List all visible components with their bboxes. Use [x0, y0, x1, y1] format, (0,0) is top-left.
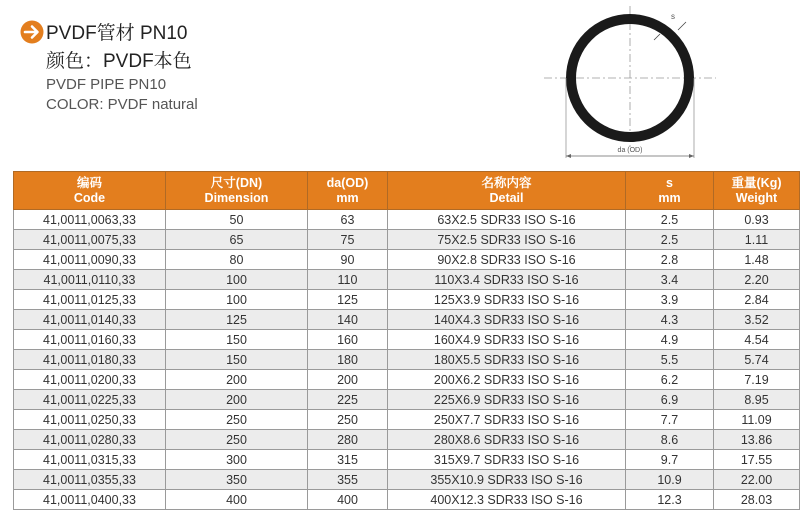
cell-od: 160 — [308, 330, 388, 350]
header-weight: 重量(Kg) Weight — [714, 172, 800, 210]
page-title-zh: PVDF管材 PN10 — [46, 23, 188, 44]
cell-detail: 110X3.4 SDR33 ISO S-16 — [388, 270, 626, 290]
cell-od: 90 — [308, 250, 388, 270]
table-row — [14, 350, 800, 370]
cell-detail: 75X2.5 SDR33 ISO S-16 — [388, 230, 626, 250]
cell-wall-thickness: 8.6 — [626, 430, 714, 450]
table-row — [14, 450, 800, 470]
cell-dimension: 150 — [166, 350, 308, 370]
cell-wall-thickness: 4.9 — [626, 330, 714, 350]
cell-weight: 0.93 — [714, 210, 800, 230]
table-row — [14, 430, 800, 450]
cell-detail: 63X2.5 SDR33 ISO S-16 — [388, 210, 626, 230]
cell-wall-thickness: 2.5 — [626, 210, 714, 230]
header-detail: 名称内容 Detail — [388, 172, 626, 210]
cell-od: 280 — [308, 430, 388, 450]
cell-weight: 3.52 — [714, 310, 800, 330]
cell-wall-thickness: 9.7 — [626, 450, 714, 470]
cell-dimension: 65 — [166, 230, 308, 250]
table-row — [14, 210, 800, 230]
cell-wall-thickness: 3.4 — [626, 270, 714, 290]
cell-dimension: 125 — [166, 310, 308, 330]
cell-od: 200 — [308, 370, 388, 390]
color-label-zh: 颜色：PVDF本色 — [46, 51, 192, 72]
header-code: 编码 Code — [14, 172, 166, 210]
cell-dimension: 150 — [166, 330, 308, 350]
cell-dimension: 80 — [166, 250, 308, 270]
cell-wall-thickness: 6.2 — [626, 370, 714, 390]
cell-weight: 13.86 — [714, 430, 800, 450]
cell-code: 41,0011,0355,33 — [14, 470, 166, 490]
cell-code: 41,0011,0125,33 — [14, 290, 166, 310]
cell-wall-thickness: 10.9 — [626, 470, 714, 490]
cell-od: 180 — [308, 350, 388, 370]
cell-code: 41,0011,0075,33 — [14, 230, 166, 250]
cell-detail: 160X4.9 SDR33 ISO S-16 — [388, 330, 626, 350]
cell-detail: 315X9.7 SDR33 ISO S-16 — [388, 450, 626, 470]
cell-weight: 5.74 — [714, 350, 800, 370]
cell-od: 400 — [308, 490, 388, 510]
cell-weight: 17.55 — [714, 450, 800, 470]
table-row — [14, 490, 800, 510]
cell-code: 41,0011,0110,33 — [14, 270, 166, 290]
cell-dimension: 250 — [166, 410, 308, 430]
cell-detail: 225X6.9 SDR33 ISO S-16 — [388, 390, 626, 410]
cell-code: 41,0011,0140,33 — [14, 310, 166, 330]
cell-od: 125 — [308, 290, 388, 310]
table-row — [14, 410, 800, 430]
cell-weight: 28.03 — [714, 490, 800, 510]
cell-dimension: 200 — [166, 370, 308, 390]
table-row — [14, 290, 800, 310]
pipe-spec-table — [13, 171, 800, 510]
table-row — [14, 310, 800, 330]
cell-code: 41,0011,0180,33 — [14, 350, 166, 370]
cell-weight: 4.54 — [714, 330, 800, 350]
page-title-en: PVDF PIPE PN10 — [46, 76, 167, 93]
table-row — [14, 470, 800, 490]
cell-detail: 180X5.5 SDR33 ISO S-16 — [388, 350, 626, 370]
cell-wall-thickness: 5.5 — [626, 350, 714, 370]
cell-weight: 22.00 — [714, 470, 800, 490]
cell-weight: 2.84 — [714, 290, 800, 310]
cell-wall-thickness: 2.5 — [626, 230, 714, 250]
cell-wall-thickness: 4.3 — [626, 310, 714, 330]
table-row — [14, 230, 800, 250]
cell-weight: 11.09 — [714, 410, 800, 430]
cell-dimension: 350 — [166, 470, 308, 490]
cell-detail: 400X12.3 SDR33 ISO S-16 — [388, 490, 626, 510]
table-row — [14, 270, 800, 290]
cell-od: 75 — [308, 230, 388, 250]
table-header-row — [14, 172, 800, 210]
cell-od: 63 — [308, 210, 388, 230]
cell-dimension: 300 — [166, 450, 308, 470]
cell-code: 41,0011,0160,33 — [14, 330, 166, 350]
cell-weight: 7.19 — [714, 370, 800, 390]
table-row — [14, 390, 800, 410]
da-dimension-line — [566, 154, 694, 158]
cell-code: 41,0011,0063,33 — [14, 210, 166, 230]
cell-od: 355 — [308, 470, 388, 490]
table-body — [14, 210, 800, 510]
cell-weight: 2.20 — [714, 270, 800, 290]
s-label: s — [671, 12, 675, 21]
cell-code: 41,0011,0225,33 — [14, 390, 166, 410]
cell-code: 41,0011,0200,33 — [14, 370, 166, 390]
cell-od: 110 — [308, 270, 388, 290]
cell-wall-thickness: 7.7 — [626, 410, 714, 430]
cell-dimension: 200 — [166, 390, 308, 410]
cell-detail: 125X3.9 SDR33 ISO S-16 — [388, 290, 626, 310]
cell-code: 41,0011,0280,33 — [14, 430, 166, 450]
cell-wall-thickness: 3.9 — [626, 290, 714, 310]
cell-detail: 90X2.8 SDR33 ISO S-16 — [388, 250, 626, 270]
cell-code: 41,0011,0400,33 — [14, 490, 166, 510]
cell-dimension: 100 — [166, 290, 308, 310]
cell-detail: 140X4.3 SDR33 ISO S-16 — [388, 310, 626, 330]
cell-weight: 8.95 — [714, 390, 800, 410]
cell-detail: 250X7.7 SDR33 ISO S-16 — [388, 410, 626, 430]
header-od: da(OD) mm — [308, 172, 388, 210]
cell-dimension: 50 — [166, 210, 308, 230]
cell-weight: 1.48 — [714, 250, 800, 270]
cell-od: 225 — [308, 390, 388, 410]
pipe-cross-section-diagram — [540, 6, 720, 166]
table-row — [14, 250, 800, 270]
cell-dimension: 250 — [166, 430, 308, 450]
cell-code: 41,0011,0090,33 — [14, 250, 166, 270]
header-dimension: 尺寸(DN) Dimension — [166, 172, 308, 210]
cell-wall-thickness: 12.3 — [626, 490, 714, 510]
color-label-en: COLOR: PVDF natural — [46, 96, 198, 113]
cell-detail: 280X8.6 SDR33 ISO S-16 — [388, 430, 626, 450]
cell-od: 140 — [308, 310, 388, 330]
header-wall-thickness: s mm — [626, 172, 714, 210]
cell-detail: 200X6.2 SDR33 ISO S-16 — [388, 370, 626, 390]
table-row — [14, 330, 800, 350]
cell-od: 250 — [308, 410, 388, 430]
cell-wall-thickness: 6.9 — [626, 390, 714, 410]
da-label: da (OD) — [617, 147, 643, 154]
cell-detail: 355X10.9 SDR33 ISO S-16 — [388, 470, 626, 490]
cell-dimension: 400 — [166, 490, 308, 510]
cell-weight: 1.11 — [714, 230, 800, 250]
table-row — [14, 370, 800, 390]
cell-dimension: 100 — [166, 270, 308, 290]
cell-code: 41,0011,0315,33 — [14, 450, 166, 470]
cell-code: 41,0011,0250,33 — [14, 410, 166, 430]
arrow-right-circle-icon — [20, 20, 44, 44]
cell-od: 315 — [308, 450, 388, 470]
cell-wall-thickness: 2.8 — [626, 250, 714, 270]
